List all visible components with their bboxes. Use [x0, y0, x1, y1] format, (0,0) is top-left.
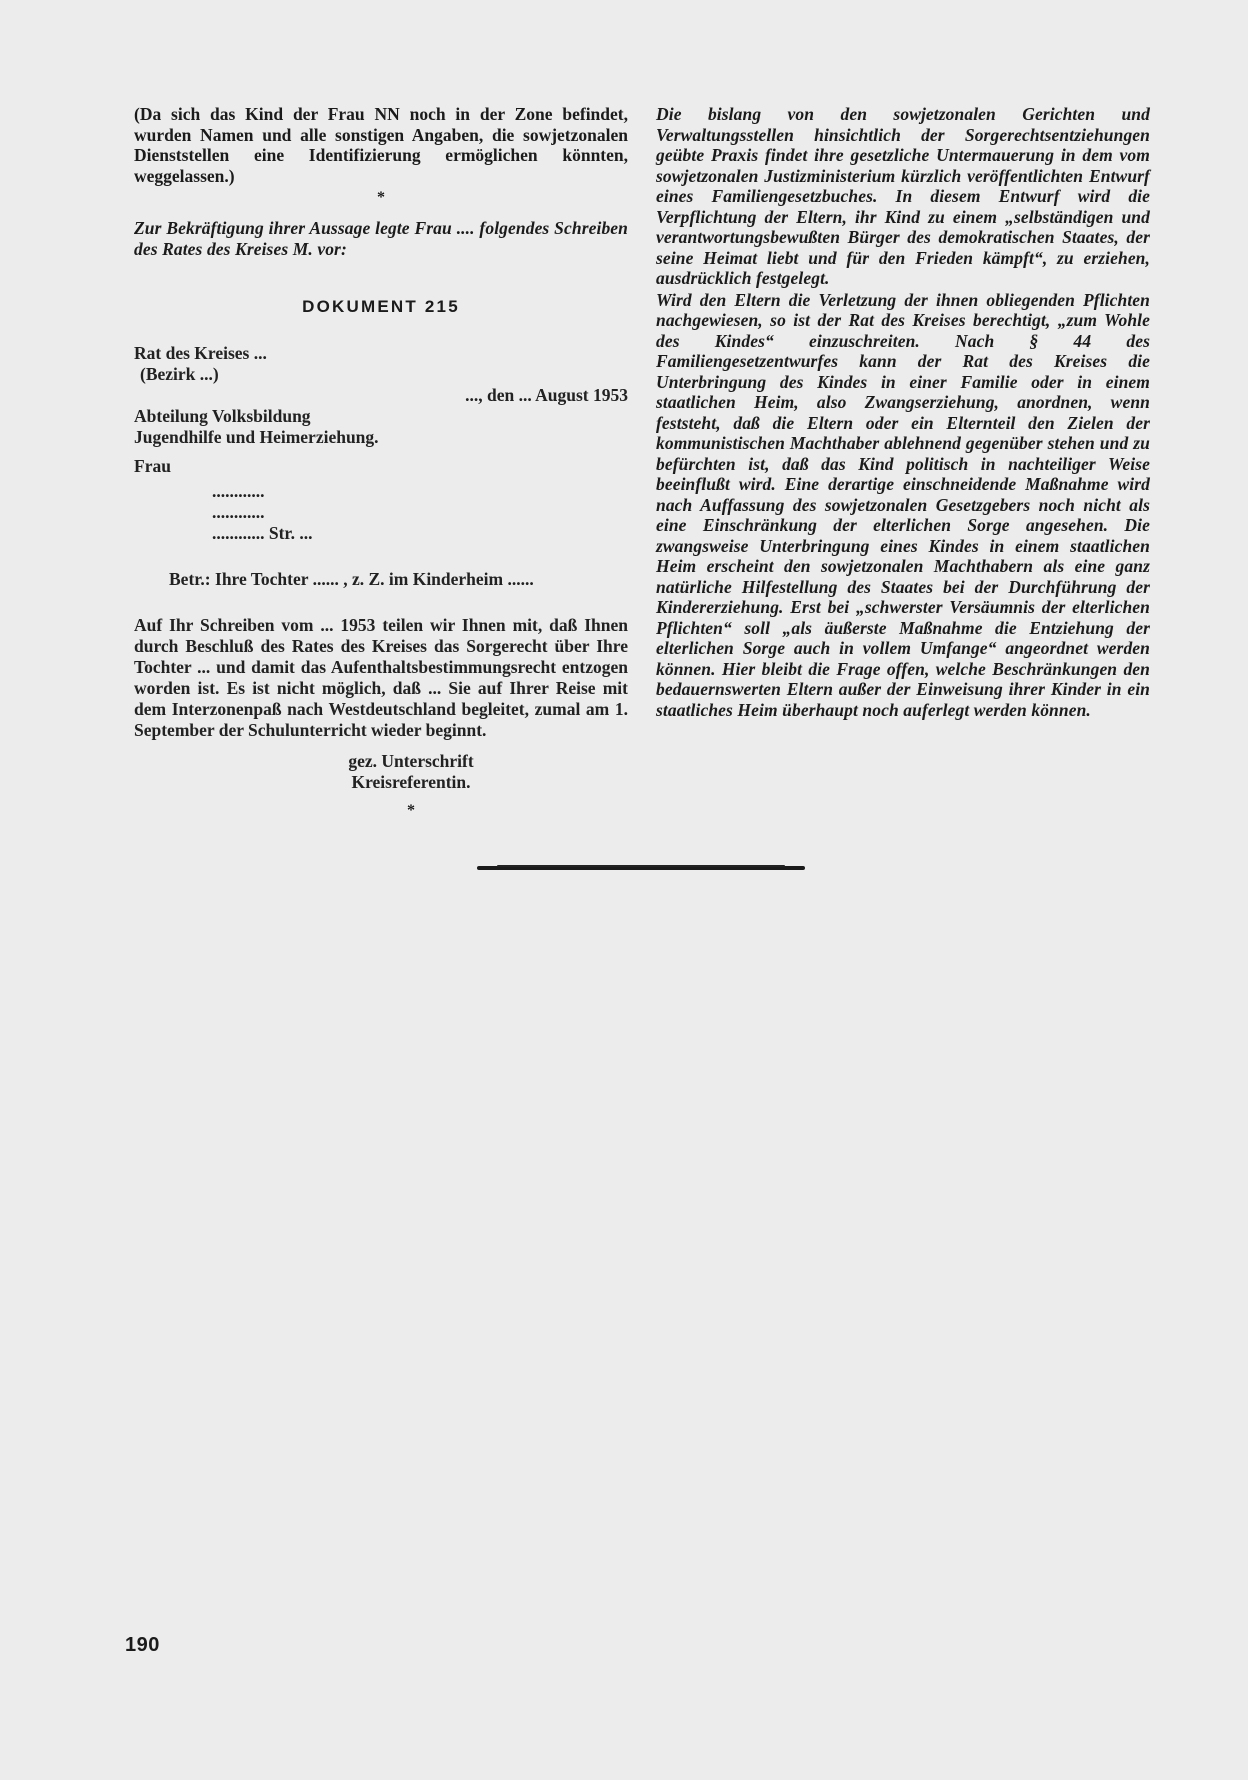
commentary-paragraph: Die bislang von den sowjetzonalen Gerichten und Verwaltungsstellen hinsichtlich der Sorgerechtsentziehungen geübte Praxis findet ihre gesetzliche Untermauerung in dem vom sowjetzonalen Justizministerium kürzlich veröffentlichten Entwurf eines Familiengesetzbuches. In diesem Entwurf wird die Verpflichtung der Eltern, ihr Kind zu einem „selbständigen und verantwortungsbewußten Bürger des demokratischen Staates, der seine Heimat liebt und für den Frieden kämpft“, zu erziehen, ausdrücklich festgelegt.	[656, 104, 1150, 288]
right-column	[656, 104, 1150, 720]
department-subline: Jugendhilfe und Heimerziehung.	[134, 427, 379, 447]
address-line: ............	[212, 502, 265, 522]
signature-line: gez. Unterschrift	[348, 751, 474, 771]
address-line: ............	[212, 481, 265, 501]
subject-label: Betr.:	[169, 569, 211, 589]
letter-body: Auf Ihr Schreiben vom ... 1953 teilen wir Ihnen mit, daß Ihnen durch Beschluß des Rates des Kreises das Sorgerecht über Ihre Tochter ... und damit das Aufenthaltsbestimmungsrecht entzogen worden ist. Es ist nicht möglich, daß ... Sie auf Ihrer Reise mit dem Interzonenpaß nach Westdeutschland begleitet, zumal am 1. September der Schulunterricht wieder beginnt.	[134, 615, 628, 740]
letter	[134, 343, 628, 793]
address-line: ............ Str. ...	[212, 523, 313, 543]
page-number: 190	[125, 1634, 160, 1656]
district-line: (Bezirk ...)	[140, 364, 219, 384]
subject-line	[134, 548, 628, 611]
signature-title: Kreisreferentin.	[351, 772, 471, 792]
left-column	[134, 104, 628, 821]
separator-star: *	[377, 189, 385, 206]
date-line: ..., den ... August 1953	[465, 385, 628, 405]
subject-text: Ihre Tochter ...... , z. Z. im Kinderheim ......	[210, 569, 534, 589]
signature	[194, 751, 628, 793]
separator-star: *	[407, 802, 415, 819]
sender-line: Rat des Kreises ...	[134, 343, 267, 363]
intro-note: (Da sich das Kind der Frau NN noch in der Zone befindet, wurden Namen und alle sonstigen Angaben, die sowjetzonalen Dienststellen eine Identifizierung ermöglichen könnten, weggelassen.)	[134, 104, 628, 186]
document-title: DOKUMENT 215	[302, 297, 460, 316]
salutation: Frau	[134, 456, 171, 476]
statement-paragraph: Zur Bekräftigung ihrer Aussage legte Frau .... folgendes Schreiben des Rates des Kreises M. vor:	[134, 218, 628, 259]
horizontal-rule	[477, 866, 805, 870]
commentary-paragraph: Wird den Eltern die Verletzung der ihnen obliegenden Pflichten nachgewiesen, so ist der Rat des Kreises berechtigt, „zum Wohle des Kindes“ einzuschreiten. Nach § 44 des Familiengesetzentwurfes kann der Rat des Kreises die Unterbringung des Kindes in einer Familie oder in einem staatlichen Heim, also Zwangserziehung, anordnen, wenn feststeht, daß die Eltern oder ein Elternteil den Zielen der kommunistischen Machthaber ablehnend gegenüber stehen und zu befürchten ist, daß das Kind politisch in nachteiliger Weise beeinflußt wird. Eine derartige einschneidende Maßnahme wird nach Auffassung des sowjetzonalen Gesetzgebers noch nicht als eine Einschränkung der elterlichen Sorge angesehen. Die zwangsweise Unterbringung eines Kindes in einem staatlichen Heim erscheint den sowjetzonalen Machthabern als eine ganz natürliche Hilfestellung des Staates bei der Durchführung der Kindererziehung. Erst bei „schwerster Versäumnis der elterlichen Pflichten“ soll „als äußerste Maßnahme die Entziehung der elterlichen Sorge auch in vollem Umfange“ angeordnet werden können. Hier bleibt die Frage offen, welche Beschränkungen den bedauernswerten Eltern außer der Einweisung ihrer Kinder in ein staatliches Heim überhaupt noch auferlegt werden können.	[656, 289, 1150, 720]
department-line: Abteilung Volksbildung	[134, 406, 311, 426]
